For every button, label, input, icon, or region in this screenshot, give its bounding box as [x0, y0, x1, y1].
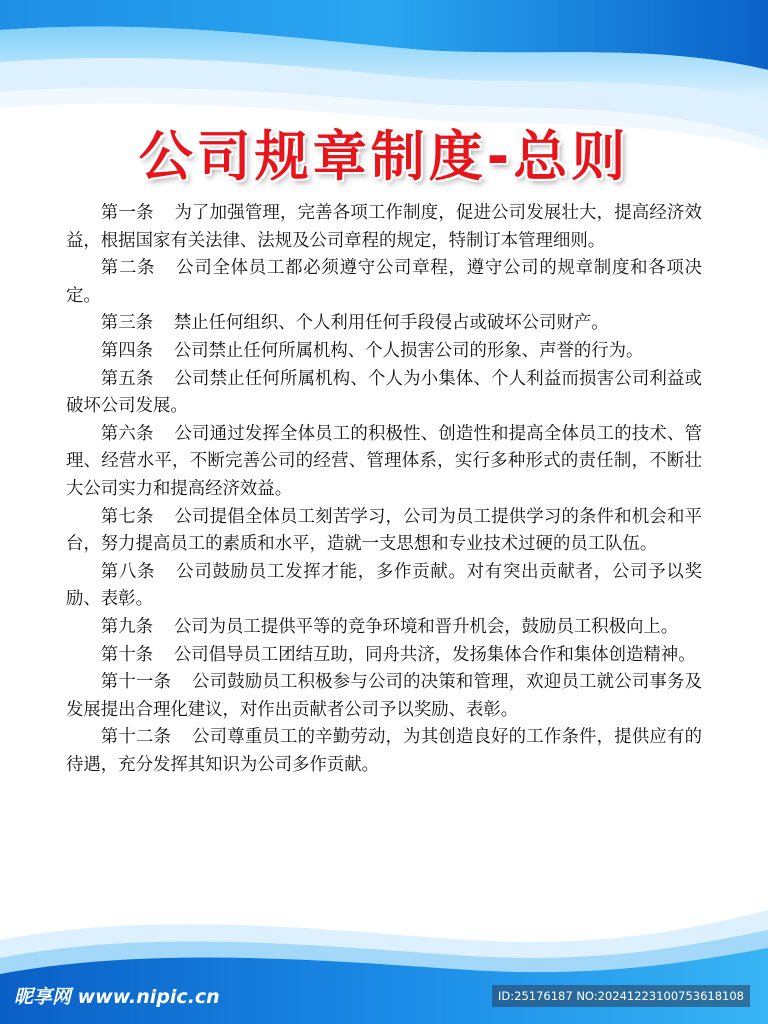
article-text: 公司禁止任何所属机构、个人为小集体、个人利益而损害公司利益或破坏公司发展。 — [66, 368, 702, 417]
article-12 — [66, 724, 702, 779]
article-text: 禁止任何组织、个人利用任何手段侵占或破坏公司财产。 — [173, 313, 609, 334]
article-text: 公司尊重员工的辛勤劳动，为其创造良好的工作条件，提供应有的待遇，充分发挥其知识为公司多作贡献。 — [66, 727, 702, 775]
article-10 — [66, 642, 702, 670]
article-text: 公司通过发挥全体员工的积极性、创造性和提高全体员工的技术、管理、经营水平，不断完善公司的经营、管理体系，实行多种形式的责任制，不断壮大公司实力和提高经济效益。 — [66, 423, 702, 499]
article-list — [66, 200, 702, 779]
article-text: 公司提倡全体员工刻苦学习，公司为员工提供学习的条件和机会和平台，努力提高员工的素质和水平，造就一支思想和专业技术过硬的员工队伍。 — [66, 506, 702, 555]
nipic-logo-watermark: 昵享网 www.nipic.cn — [14, 986, 220, 1008]
article-4 — [66, 338, 702, 366]
article-number: 第十一条 — [100, 672, 172, 693]
article-text: 公司鼓励员工发挥才能，多作贡献。对有突出贡献者，公司予以奖励、表彰。 — [66, 561, 702, 610]
article-3 — [66, 310, 702, 338]
article-text: 公司禁止任何所属机构、个人损害公司的形象、声誉的行为。 — [173, 340, 644, 361]
article-text: 为了加强管理，完善各项工作制度，促进公司发展壮大，提高经济效益，根据国家有关法律、法规及公司章程的规定，特制订本管理细则。 — [66, 203, 702, 251]
article-number: 第二条 — [100, 258, 156, 279]
article-1 — [66, 200, 702, 255]
article-number: 第三条 — [100, 313, 153, 334]
article-number: 第十二条 — [100, 727, 172, 748]
article-number: 第八条 — [100, 561, 156, 582]
page-title: 公司规章制度-总则 — [138, 125, 630, 188]
article-text: 公司全体员工都必须遵守公司章程，遵守公司的规章制度和各项决定。 — [66, 258, 702, 306]
article-number: 第七条 — [100, 506, 154, 527]
article-11 — [66, 669, 702, 724]
article-text: 公司为员工提供平等的竞争环境和晋升机会，鼓励员工积极向上。 — [173, 616, 679, 637]
article-number: 第六条 — [100, 423, 154, 444]
article-number: 第四条 — [100, 340, 153, 361]
article-5 — [66, 366, 702, 421]
article-2 — [66, 255, 702, 310]
article-9 — [66, 614, 702, 642]
article-7 — [66, 504, 702, 559]
article-text: 公司鼓励员工积极参与公司的决策和管理，欢迎员工就公司事务及发展提出合理化建议，对作出贡献者公司予以奖励、表彰。 — [66, 672, 702, 720]
image-id-watermark: ID:25176187 NO:20241223100753618108 — [492, 985, 750, 1007]
article-number: 第十条 — [100, 644, 153, 665]
article-text: 公司倡导员工团结互助，同舟共济，发扬集体合作和集体创造精神。 — [173, 644, 696, 665]
article-8 — [66, 559, 702, 614]
article-number: 第五条 — [100, 368, 154, 389]
article-number: 第一条 — [100, 203, 154, 223]
article-6 — [66, 421, 702, 504]
article-number: 第九条 — [100, 616, 153, 637]
